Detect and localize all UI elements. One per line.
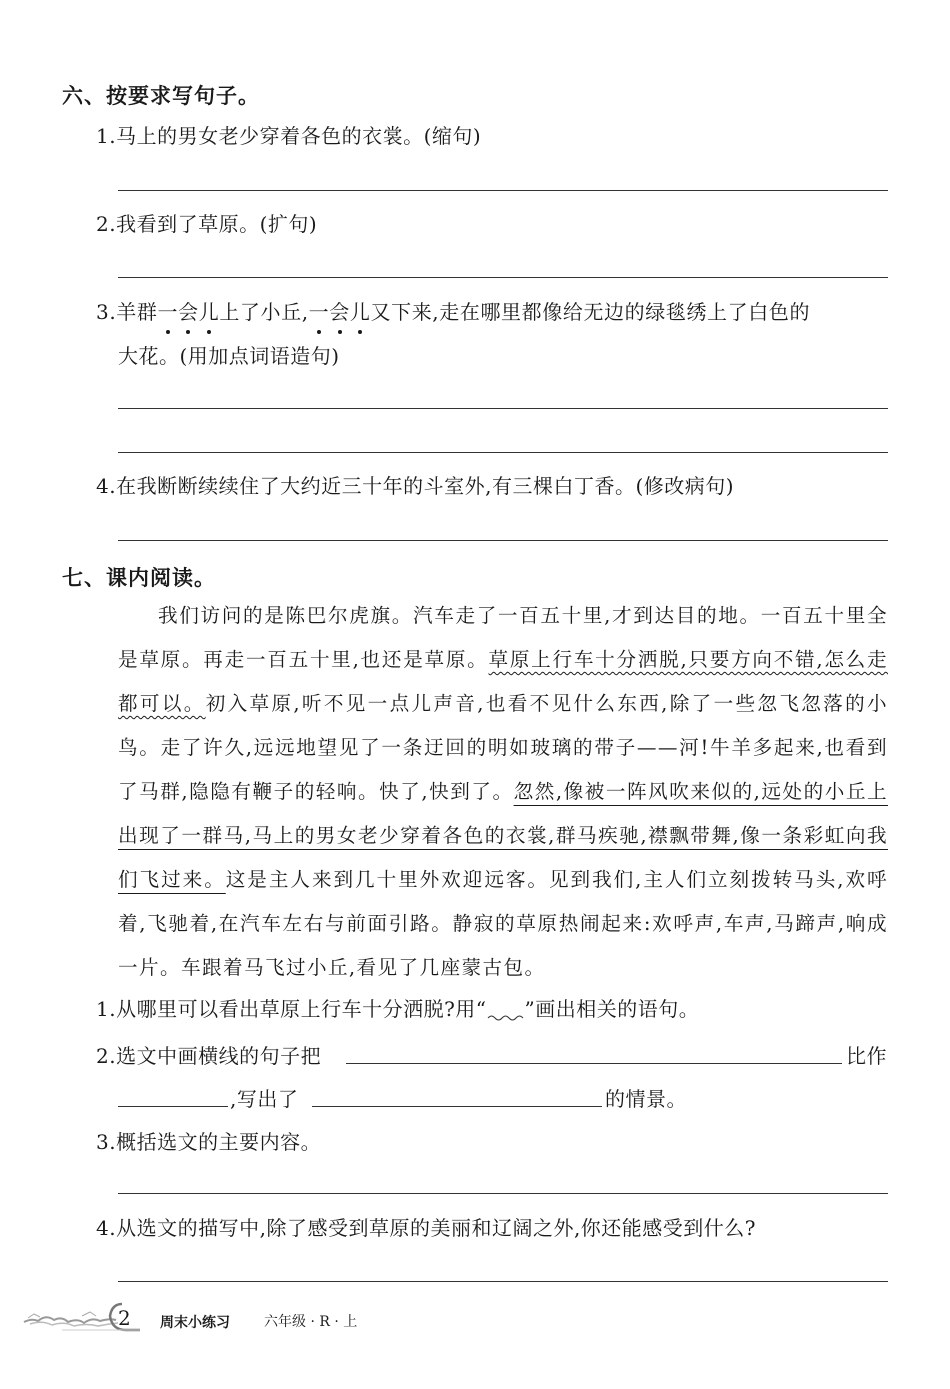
wavy-line-icon	[487, 1014, 525, 1022]
answer-line[interactable]	[118, 1193, 888, 1194]
q3-text: 又下来,走在哪里都像给无边的绿毯绣上了白色的	[370, 300, 811, 324]
answer-line[interactable]	[118, 190, 888, 191]
answer-line[interactable]	[118, 540, 888, 541]
question-7-3: 3.概括选文的主要内容。	[96, 1130, 322, 1154]
dotted-char: 儿	[350, 296, 371, 325]
dotted-char: 儿	[199, 296, 220, 325]
fill-blank[interactable]	[118, 1106, 228, 1107]
answer-line[interactable]	[118, 452, 888, 453]
q7-1-text: ”画出相关的语句。	[524, 997, 700, 1021]
answer-line[interactable]	[118, 277, 888, 278]
book-title: 周末小练习	[160, 1315, 230, 1331]
underlined-sentence: 忽然,像被一阵风吹来似的,远处的小丘上出现了一群马,马上的男女老少穿着各色的衣裳,群马疾驰,襟飘带舞,像一条彩虹向我们飞过来。	[118, 780, 888, 891]
question-7-2-label: 2.选文中画横线的句子把	[96, 1044, 322, 1068]
question-7-2-text: 的情景。	[605, 1087, 687, 1111]
section-6-heading: 六、按要求写句子。	[62, 84, 260, 108]
passage-text: 这是主人来到几十里外欢迎远客。见到我们,主人们立刻拨转马头,欢呼着,飞驰着,在汽车左右与前面引路。静寂的草原热闹起来:欢呼声,车声,马蹄声,响成一片。车跟着马飞过小丘,看见了几座蒙古包。	[118, 868, 888, 979]
question-7-2-text: ,写出了	[230, 1087, 299, 1111]
q3-text: 上了小丘,	[219, 300, 309, 324]
answer-line[interactable]	[118, 408, 888, 409]
dotted-char: 会	[178, 296, 199, 325]
page-number: 2	[118, 1306, 131, 1330]
question-7-2-text: 比作	[846, 1044, 887, 1068]
dotted-char: 一	[309, 296, 330, 325]
fill-blank[interactable]	[346, 1063, 842, 1064]
q7-1-text: 1.从哪里可以看出草原上行车十分洒脱?用“	[96, 997, 487, 1021]
wavy-underlined-text: 草原上行车十分洒脱,只要方向不错,怎么走都可以。	[118, 648, 888, 715]
question-7-4: 4.从选文的描写中,除了感受到草原的美丽和辽阔之外,你还能感受到什么?	[96, 1216, 757, 1240]
mountain-decoration-icon	[22, 1296, 162, 1336]
section-7-heading: 七、课内阅读。	[62, 566, 216, 590]
q3-text: 3.羊群	[96, 300, 158, 324]
question-7-1	[96, 993, 699, 1022]
dotted-char: 一	[157, 296, 178, 325]
question-6-4: 4.在我断断续续住了大约近三十年的斗室外,有三棵白丁香。(修改病句)	[96, 474, 735, 498]
reading-passage	[118, 594, 888, 990]
question-6-2: 2.我看到了草原。(扩句)	[96, 212, 318, 236]
question-6-3-line2: 大花。(用加点词语造句)	[118, 344, 340, 368]
grade-label: 六年级 · R · 上	[264, 1314, 358, 1330]
dotted-char: 会	[329, 296, 350, 325]
fill-blank[interactable]	[312, 1106, 602, 1107]
question-6-3	[96, 296, 810, 325]
passage-text: 初入草原,听不见一点儿声音,也看不见什么东西,除了一些忽飞忽落的小鸟。走了许久,远远地望见了一条迂回的明如玻璃的带子——河!牛羊多起来,也看到了马群,隐隐有鞭子的轻响。快了,快到了。	[118, 692, 888, 803]
question-6-1: 1.马上的男女老少穿着各色的衣裳。(缩句)	[96, 124, 482, 148]
answer-line[interactable]	[118, 1281, 888, 1282]
passage-text: 我们访问的是陈巴尔虎旗。汽车走了一百五十里,才到达目的地。一百五十里全是草原。再走一百五十里,也还是草原。	[118, 604, 888, 671]
